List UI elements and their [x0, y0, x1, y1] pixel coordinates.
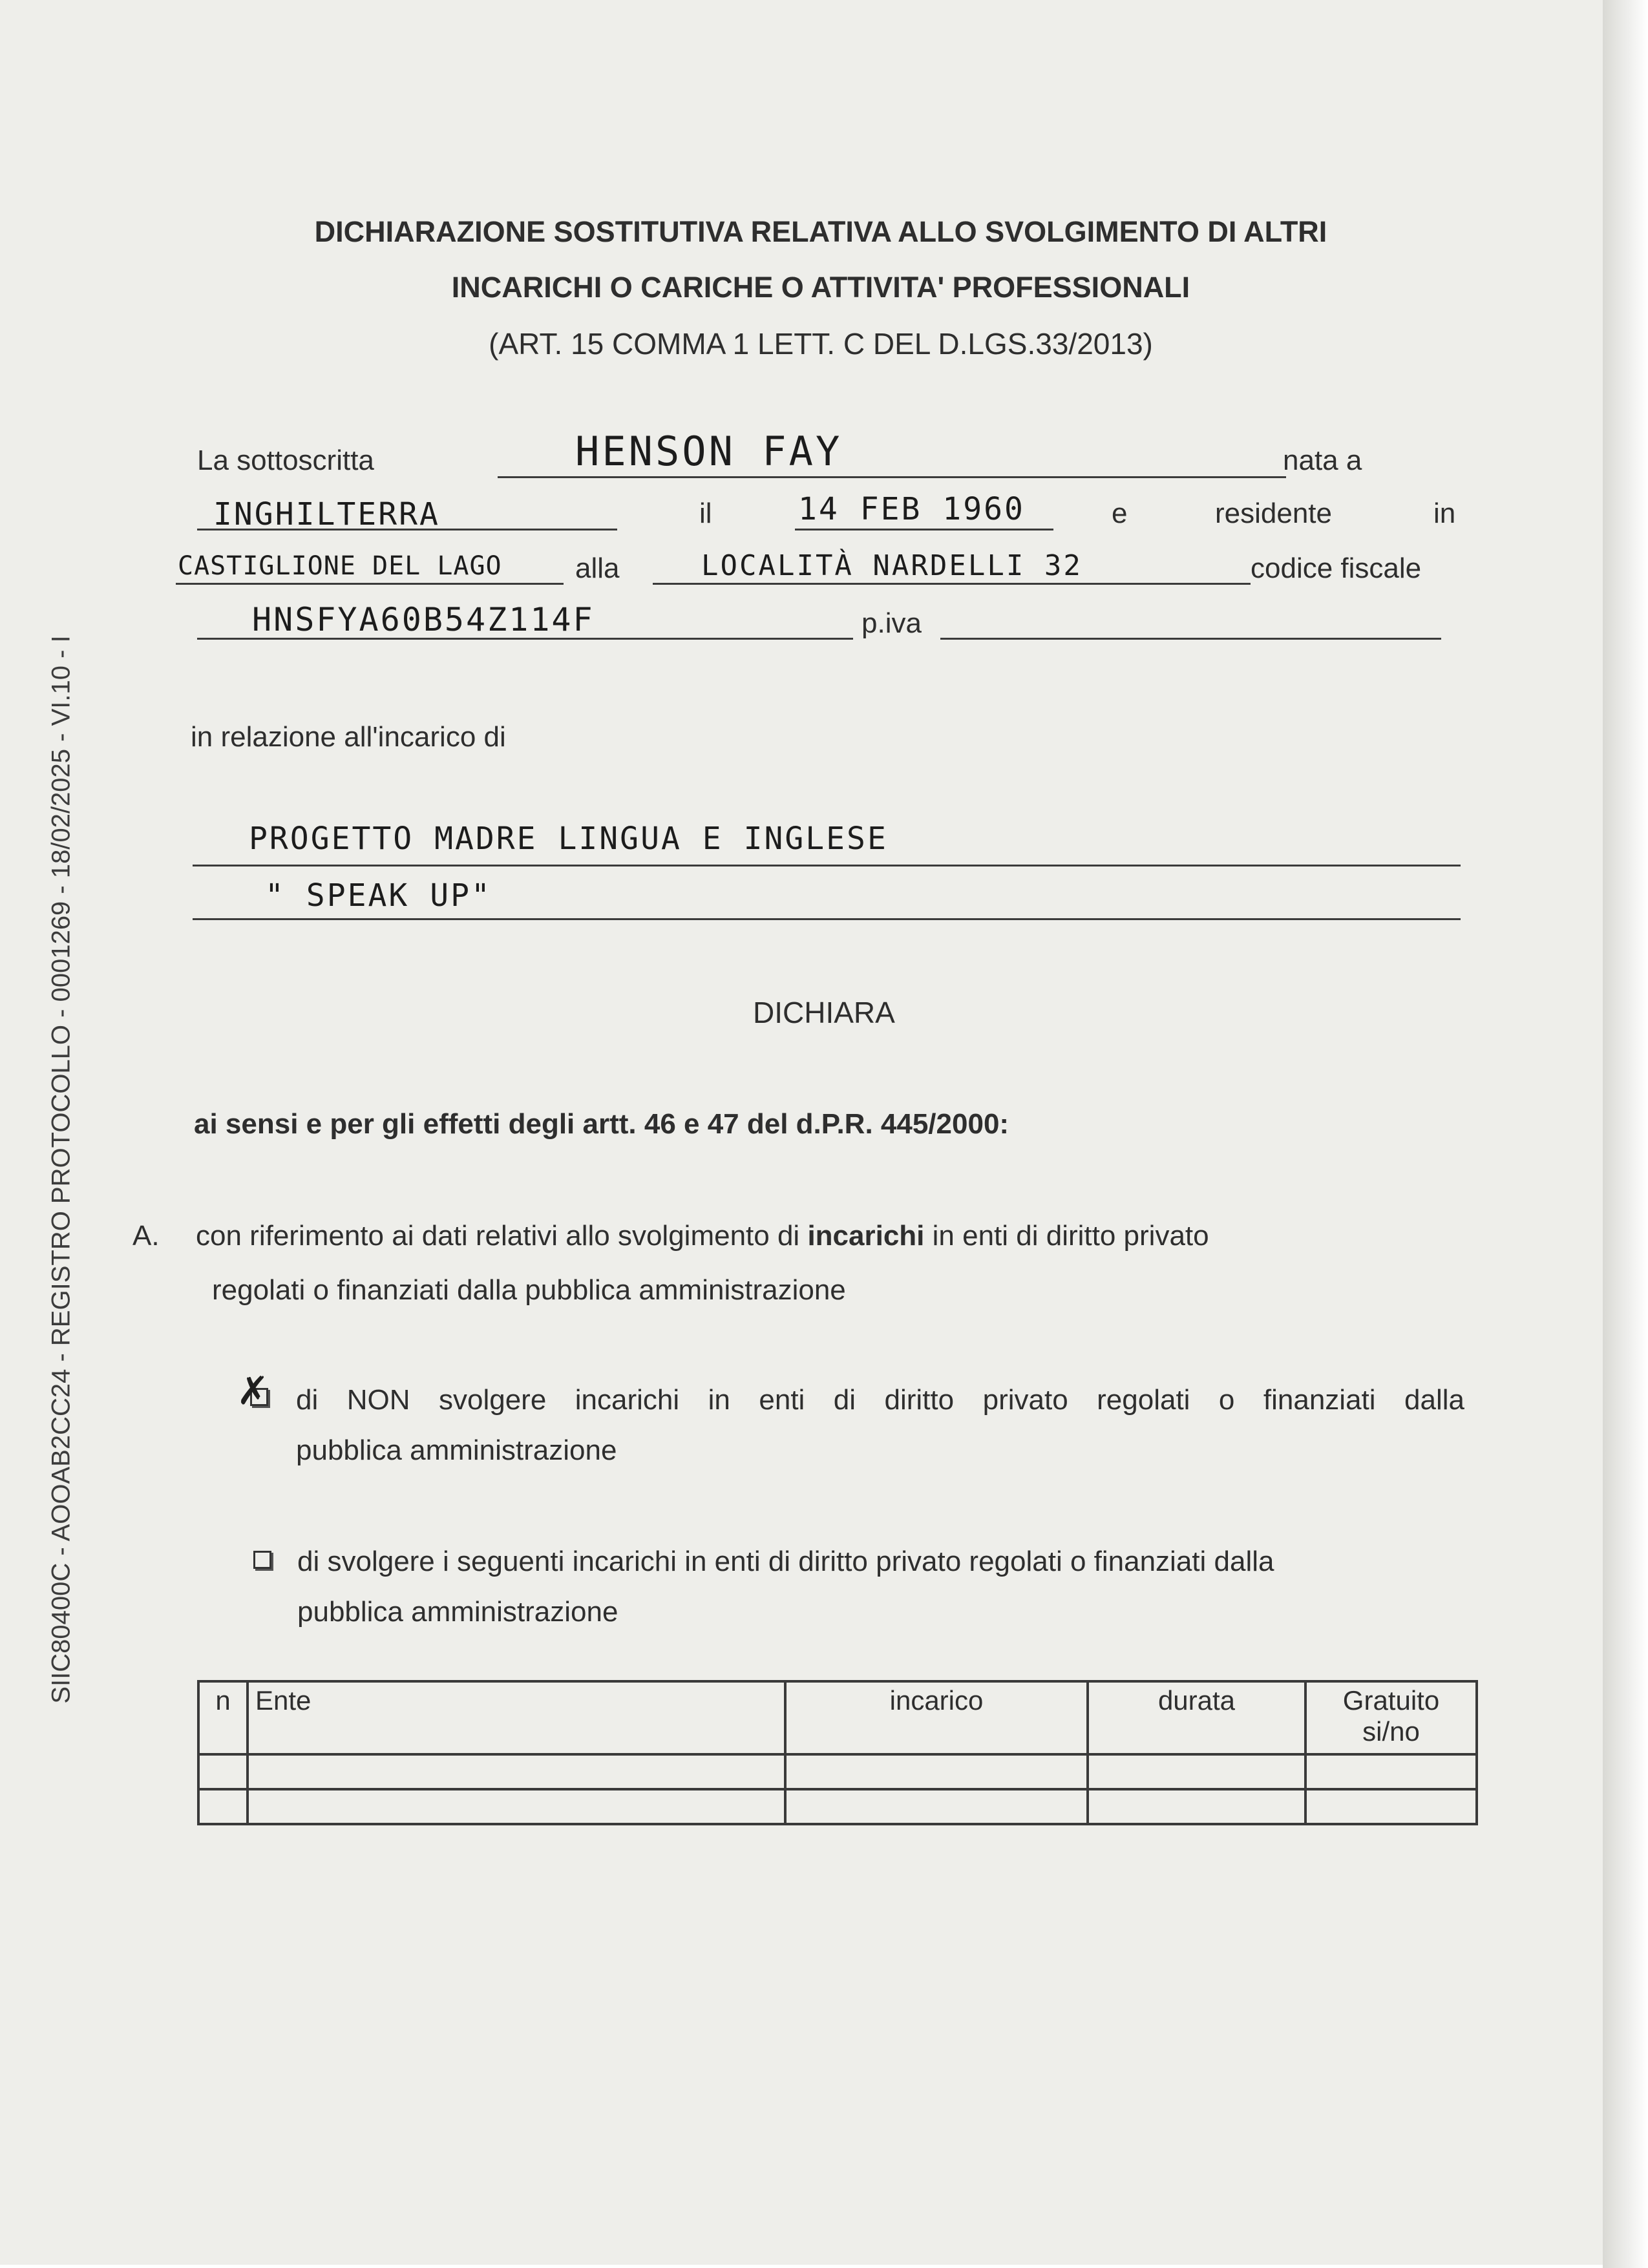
table-cell[interactable] [785, 1754, 1088, 1789]
handwritten-tax-code: HNSFYA60B54Z114F [252, 601, 595, 638]
section-a-text-pre: con riferimento ai dati relativi allo svolgimento di [196, 1220, 808, 1252]
label-e: e [1112, 498, 1128, 529]
label-il: il [699, 498, 712, 529]
table-cell[interactable] [1088, 1789, 1305, 1824]
label-sottoscritto: La sottoscritta [197, 445, 374, 476]
label-in: in [1433, 498, 1456, 529]
section-a-letter: A. [132, 1220, 160, 1252]
table-cell[interactable] [785, 1789, 1088, 1824]
document-title-line1: DICHIARAZIONE SOSTITUTIVA RELATIVA ALLO SVOLGIMENTO DI ALTRI [314, 215, 1327, 248]
option2-text-line2: pubblica amministrazione [297, 1596, 618, 1628]
label-alla: alla [575, 552, 620, 584]
option1-text-line1: di NON svolgere incarichi in enti di diritto privato regolati o finanziati dalla [296, 1384, 1464, 1416]
label-nato-a: nata a [1283, 445, 1362, 476]
handwritten-assignment-line1: PROGETTO MADRE LINGUA E INGLESE [249, 821, 888, 857]
table-header-row [198, 1681, 1477, 1754]
table-cell[interactable] [248, 1789, 785, 1824]
column-header-incarico: incarico [785, 1681, 1088, 1754]
document-title-line2: INCARICHI O CARICHE O ATTIVITA' PROFESSIONALI [451, 271, 1190, 304]
handwritten-assignment-line2: " SPEAK UP" [265, 877, 492, 914]
birthdate-field-line [795, 529, 1053, 530]
label-residente: residente [1215, 498, 1333, 529]
assignments-table [197, 1680, 1478, 1825]
label-relazione-incarico: in relazione all'incarico di [191, 721, 506, 753]
name-field-line [498, 476, 1286, 478]
address-field-line [653, 583, 1251, 585]
table-row [198, 1754, 1477, 1789]
handwritten-birthplace: INGHILTERRA [213, 496, 440, 532]
dichiara-heading: DICHIARA [753, 996, 895, 1029]
table-cell[interactable] [1088, 1754, 1305, 1789]
handwritten-birthdate: 14 FEB 1960 [798, 491, 1025, 527]
table-row [198, 1789, 1477, 1824]
option1-check-mark-icon: ✗ [237, 1369, 269, 1414]
table-cell[interactable] [1305, 1754, 1477, 1789]
column-header-gratuito: Gratuito si/no [1305, 1681, 1477, 1754]
column-header-durata: durata [1088, 1681, 1305, 1754]
document-title-line3: (ART. 15 COMMA 1 LETT. C DEL D.LGS.33/2013) [489, 327, 1153, 361]
section-a-text-line1 [196, 1220, 1209, 1252]
table-cell[interactable] [198, 1754, 248, 1789]
table-cell[interactable] [198, 1789, 248, 1824]
section-a-text-bold: incarichi [807, 1220, 925, 1252]
handwritten-address: LOCALITÀ NARDELLI 32 [701, 549, 1083, 582]
column-header-ente: Ente [248, 1681, 785, 1754]
assignment-line1 [193, 865, 1461, 866]
handwritten-name: HENSON FAY [575, 428, 843, 475]
section-a-text-post: in enti di diritto privato [924, 1220, 1209, 1252]
city-field-line [176, 583, 564, 585]
option1-text-line2: pubblica amministrazione [296, 1434, 617, 1466]
section-a-text-line2: regolati o finanziati dalla pubblica amministrazione [212, 1274, 846, 1306]
handwritten-city: CASTIGLIONE DEL LAGO [178, 551, 502, 581]
dichiara-legal-basis: ai sensi e per gli effetti degli artt. 46 e 47 del d.P.R. 445/2000: [194, 1108, 1009, 1140]
option2-text-line1: di svolgere i seguenti incarichi in enti di diritto privato regolati o finanziati dalla [297, 1546, 1274, 1577]
label-codice-fiscale: codice fiscale [1251, 552, 1422, 584]
label-piva: p.iva [861, 607, 922, 639]
assignment-line2 [193, 918, 1461, 920]
table-cell[interactable] [1305, 1789, 1477, 1824]
protocol-stamp: SIIC80400C - AOOAB2CC24 - REGISTRO PROTOCOLLO - 0001269 - 18/02/2025 - VI.10 - I [47, 635, 76, 1704]
option2-checkbox[interactable] [253, 1551, 271, 1569]
vat-field-line [940, 638, 1441, 640]
column-header-n: n [198, 1681, 248, 1754]
table-cell[interactable] [248, 1754, 785, 1789]
